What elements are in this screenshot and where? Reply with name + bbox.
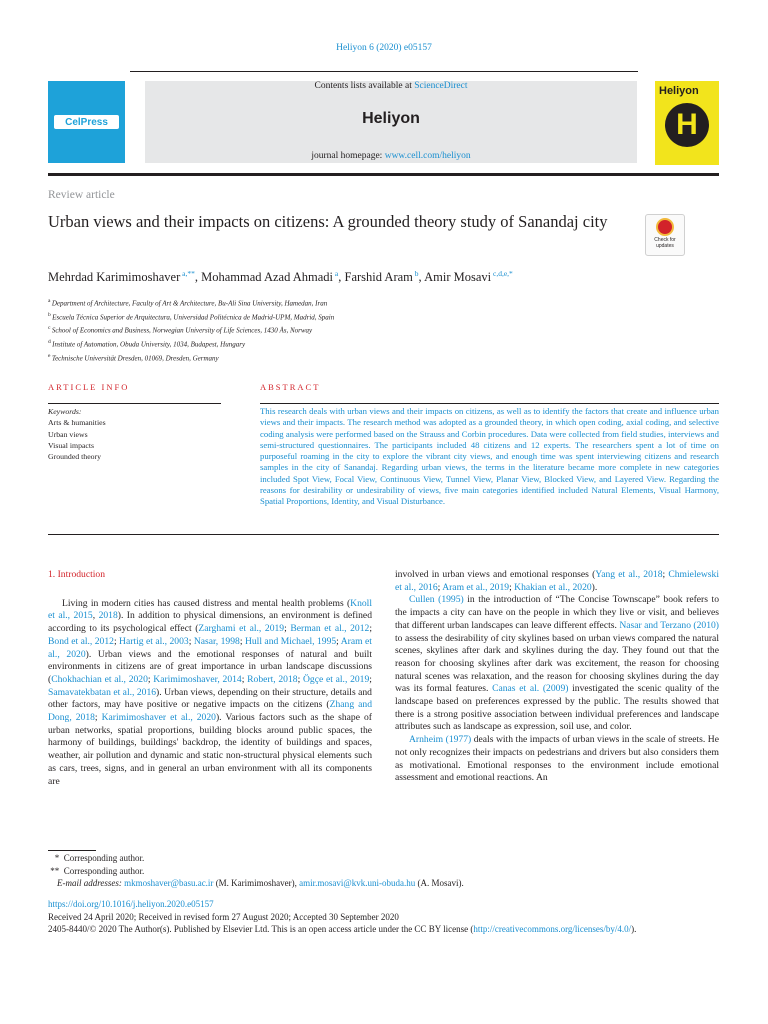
body-column-right [395,569,719,785]
affiliation-mark: a [48,298,52,304]
citation-link[interactable]: Karimimoshaver, 2014 [153,673,242,685]
citation-link[interactable]: Nasar and Terzano (2010) [619,619,720,631]
cellpress-badge [54,115,119,129]
author-affiliation-mark[interactable]: b [412,269,419,278]
author-name: Mohammad Azad Ahmadi [201,270,334,285]
footnote: ** Corresponding author. [50,865,145,876]
license-link[interactable]: http://creativecommons.org/licenses/by/4.0/ [473,924,632,935]
paragraph-text: investigated the scenic quality of the landscape based on preferences expressed by the public. The results showed that there is a strong positive association between individual preferences and landscape attributes such as landscape as expression, soil use, and color. [395,683,719,733]
contents-available: Contents lists available at ScienceDirect [314,81,468,91]
journal-reference[interactable]: Heliyon 6 (2020) e05157 [336,43,432,53]
citation-link[interactable]: Aram et al., 2019 [442,581,510,593]
paragraph-text: ; [336,635,341,647]
citation-link[interactable]: Knoll et al., 2015 [48,597,372,622]
paragraph-text: ; [297,673,303,685]
check-for-updates-button[interactable] [645,214,685,256]
journal-homepage: journal homepage: www.cell.com/heliyon [311,151,471,161]
affiliation [48,310,728,324]
keyword: Grounded theory [48,452,102,462]
author-affiliation-mark[interactable]: a,** [180,269,195,278]
paragraph [395,594,719,734]
license-line: 2405-8440/© 2020 The Author(s). Published by Elsevier Ltd. This is an open access article under the CC BY license (http://creativecommons.org/licenses/by/4.0/). [48,924,637,935]
abstract-end-rule [48,534,719,535]
keyword: Arts & humanities [48,418,106,428]
author-name: Amir Mosavi [424,270,492,285]
affiliation-mark: e [48,352,52,359]
email-footnote: E-mail addresses: mkmoshaver@basu.ac.ir (M. Karimimoshaver), amir.mosavi@kvk.uni-obuda.hu (A. Mosavi). [57,878,464,888]
author-affiliation-mark[interactable]: a [333,269,339,278]
paragraph-text: ). Various factors such as the shape of urban networks, spatial proportions, building blocks around public spaces, the harmony of buildings, buildings' backdrop, the identity of buildings and spaces, weather, air pollution and dynamic and static non-structural physical elements such as cars, trees, signs, and in general an urban environment with all its components are [48,712,372,787]
citation-link[interactable]: Nasar, 1998 [193,635,240,647]
affiliation-mark: b [48,311,53,318]
affiliation [48,296,728,310]
abstract-rule [260,403,719,404]
article-type: Review article [48,189,115,201]
citation-link[interactable]: Aram et al., 2020 [48,635,372,660]
paragraph-text: ; [369,623,372,635]
author-name: Farshid Aram [344,270,413,285]
affiliation-text: Escuela Técnica Superior de Arquitectura, Universidad Politécnica de Madrid-UPM, Madrid, Spain [52,312,335,321]
doi-link[interactable]: https://doi.org/10.1016/j.heliyon.2020.e05157 [48,899,214,909]
citation-link[interactable]: Chmielewski et al., 2016 [395,569,719,593]
paragraph-text: ; [188,635,194,647]
affiliation-mark: c [48,325,52,332]
paragraph-text: ; [241,673,248,685]
paragraph-text: ; [284,623,291,635]
paragraph [48,598,372,789]
journal-title: Heliyon [362,110,420,127]
citation-link[interactable]: Karimimoshaver et al., 2020 [101,712,216,724]
paragraph-text: involved in urban views and emotional responses ( [395,569,596,580]
affiliation-text: Department of Architecture, Faculty of Art & Architecture, Bu-Ali Sina University, Hamedan, Iran [51,299,328,308]
paragraph-text: ; [509,581,515,593]
affiliation-list [48,296,728,364]
paragraph [395,734,719,785]
citation-link[interactable]: Zhang and Dong, 2018 [48,699,372,724]
author-affiliation-mark[interactable]: c,d,e,* [491,269,513,278]
abstract-text: This research deals with urban views and their impacts on citizens, as well as to identify the factors that create and influence urban views and their impacts. The research method was adopted as a grounded theory, in which open coding, axial coding, and selective coding analysis were performed based on the Strauss and Corbin procedures. Data were collected from field studies, interviews and semi-structured questionnaires. The participants included 48 citizens and 12 experts. The researchers spent a lot of time on purposeful roaming in the city to explore the vibrant city views, and enough time was spent interviewing citizens and research samples in the city of Sanandaj. Regarding urban views, the terms in the literature became more complete in new categories included Spot View, Focal View, Continuous View, Tunnel View, Planar View, Blocked View, and Layered View. Regarding the reasons for desirability or undesirability of views, five main categories identified included Natural Elements, Visual Harmony, Spatial Proportions, Identity, and Visual Disturbance. [260,406,719,507]
paragraph-text: to assess the desirability of city skylines based on urban views compared the natural scenes, skylines after dark and skylines during the day. They found out that the reason for choosing skylines after dark was excitement, the reason for choosing natural scenes was relaxation, and the reason for choosing skylines during the day was its formal features. [395,632,719,695]
journal-cover [655,81,719,165]
citation-link[interactable]: 2018 [98,610,118,622]
check-updates-label: Check for updates [654,237,676,249]
cellpress-logo [48,81,125,163]
citation-link[interactable]: Hull and Michael, 1995 [244,635,337,647]
author-list: Mehrdad Karimimoshaver $^{a,**}$, Mohammad Azad Ahmadi $^a$, Farshid Aram $^b$, Amir Mosavi $^{c,d,e,*}$ [48,269,513,285]
cover-h-icon: H [665,103,709,147]
paragraph-text: ; [113,635,120,647]
paragraph [395,569,719,594]
section-heading-introduction: 1. Introduction [48,569,106,580]
article-footer [48,898,728,936]
footnotes [48,852,728,890]
paragraph-text: ; [369,673,372,685]
paragraph-text: Living in modern cities has caused distress and mental health problems ( [62,597,351,609]
affiliation [48,337,728,351]
keyword: Visual impacts [48,440,95,450]
keywords-block [48,406,218,462]
sciencedirect-link[interactable]: ScienceDirect [414,81,468,91]
citation-link[interactable]: Yang et al., 2018 [595,569,663,580]
email-link[interactable]: mkmoshaver@basu.ac.ir [124,878,214,888]
paragraph-text: in the introduction of “The Concise Townscape” book refers to the impacts a city can have on the people in which they live or visit, and believes that different urban landscapes can leave different effects. [395,594,719,631]
header-thick-rule [48,173,719,176]
paragraph-text: ). In addition to physical dimensions, an environment is defined according to its psychological effect ( [48,610,372,635]
paragraph-text: ; [147,673,154,685]
affiliation-text: School of Economics and Business, Norwegian University of Life Sciences, 1430 Ås, Norway [51,326,313,335]
paragraph-text: , [92,610,99,622]
affiliation-text: Institute of Automation, Obuda University, 1034, Budapest, Hungary [52,340,246,349]
citation-link[interactable]: Chokhachian et al., 2020 [51,673,148,685]
check-updates-icon [656,218,674,236]
citation-link[interactable]: Canas et al. (2009) [492,683,569,695]
footnote-rule [48,850,96,851]
citation-link[interactable]: Cullen (1995) [409,594,464,606]
affiliation-text: Technische Universität Dresden, 01069, Dresden, Germany [51,353,219,362]
received-dates: Received 24 April 2020; Received in revised form 27 August 2020; Accepted 30 September 2020 [48,911,399,922]
citation-link[interactable]: Berman et al., 2012 [290,623,370,635]
citation-link[interactable]: Arnheim (1977) [409,734,472,746]
article-title: Urban views and their impacts on citizens: A grounded theory study of Sanandaj city [48,212,608,231]
keywords-label: Keywords: [48,407,82,416]
footnote: * Corresponding author. [54,853,145,863]
citation-link[interactable]: Samavatekbatan et al., 2016 [48,686,157,698]
email-link[interactable]: amir.mosavi@kvk.uni-obuda.hu [299,878,416,888]
paragraph-text: ; [94,712,102,724]
body-column-left [48,569,372,788]
cellpress-logo-text: CelPress [65,116,108,128]
abstract-heading: ABSTRACT [260,382,321,392]
affiliation [48,351,728,365]
journal-header [145,81,637,163]
homepage-link[interactable]: www.cell.com/heliyon [384,151,471,161]
citation-link[interactable]: Zarghami et al., 2019 [198,623,285,635]
affiliation [48,323,728,337]
paragraph-text: ). [591,581,598,593]
article-info-rule [48,403,221,404]
author-name: Mehrdad Karimimoshaver [48,270,181,285]
citation-link[interactable]: Khakian et al., 2020 [514,581,592,593]
affiliation-mark: d [48,338,53,345]
paragraph-text: ; [437,581,443,593]
paragraph-text: ). Urban views, depending on their structure, details and other factors, may have positive or negative impacts on the citizens ( [48,686,372,711]
article-info-heading: ARTICLE INFO [48,382,130,392]
paragraph-text: ). Urban views and the emotional responses of natural and built environments in citizens are of great importance in urban landscape discussions ( [48,648,372,685]
keyword: Urban views [48,429,88,439]
citation-link[interactable]: Hartig et al., 2003 [119,635,189,647]
citation-link[interactable]: Robert, 2018 [247,673,298,685]
citation-link[interactable]: Bond et al., 2012 [48,635,114,647]
paragraph-text: deals with the impacts of urban views in the scale of streets. He not only recognizes their impacts on pedestrians and drivers but also considers them as motivational. Emotional responses to the environment include emotional assessment and emotional reactions. An [395,734,719,784]
header-rule [130,71,638,72]
paragraph-text: ; [662,569,669,580]
cover-title: Heliyon [659,85,699,97]
citation-link[interactable]: Ögçe et al., 2019 [302,673,370,685]
paragraph-text: ; [239,635,245,647]
